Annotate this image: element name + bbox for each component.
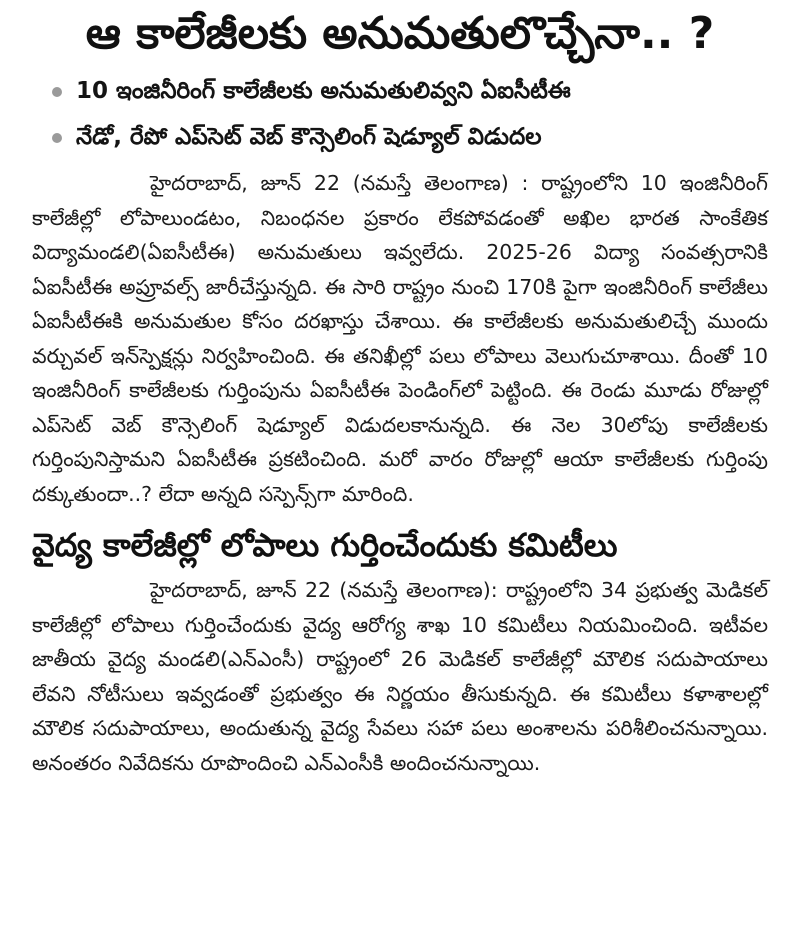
article-body: హైదరాబాద్, జూన్ 22 (నమస్తే తెలంగాణ): రాష్ట్రంలోని 34 ప్రభుత్వ మెడికల్ కాలేజీల్లో లోపాలు గుర్తించేందుకు వైద్య ఆరోగ్య శాఖ 10 కమిటీలు నియమించింది. ఇటీవల జాతీయ వైద్య మండలి(ఎన్ఎంసీ) రాష్ట్రంలో 26 మెడికల్ కాలేజీల్లో మౌలిక సదుపాయాలు లేవని నోటీసులు ఇవ్వడంతో ప్రభుత్వం ఈ నిర్ణయం తీసుకున్నది. ఈ కమిటీలు కళాశాలల్లో మౌలిక సదుపాయాలు, అందుతున్న వైద్య సేవలు సహా పలు అంశాలను పరిశీలించనున్నాయి. అనంతరం నివేదికను రూపొందించి ఎన్ఎంసీకి అందించనున్నాయి.	[32, 578, 768, 775]
bullet-item	[50, 114, 768, 160]
article-engineering-colleges	[32, 166, 768, 511]
headline: ఆ కాలేజీలకు అనుమతులొచ్చేనా.. ?	[85, 8, 715, 59]
bullet-text: 10 ఇంజినీరింగ్ కాలేజీలకు అనుమతులివ్వని ఏఐసీటీఈ	[76, 78, 571, 104]
article-medical-colleges	[32, 573, 768, 780]
bullet-dot-icon	[52, 87, 62, 97]
subheadline: వైద్య కాలేజీల్లో లోపాలు గుర్తించేందుకు కమిటీలు	[32, 526, 618, 564]
bullet-text: నేడో, రేపో ఎప్‌సెట్ వెబ్ కౌన్సెలింగ్ షెడ్యూల్ విడుదల	[76, 124, 542, 150]
bullet-dot-icon	[52, 133, 62, 143]
article-body: హైదరాబాద్, జూన్ 22 (నమస్తే తెలంగాణ) : రాష్ట్రంలోని 10 ఇంజినీరింగ్ కాలేజీల్లో లోపాలుండటం, నిబంధనల ప్రకారం లేకపోవడంతో అఖిల భారత సాంకేతిక విద్యామండలి(ఏఐసీటీఈ) అనుమతులు ఇవ్వలేదు. 2025-26 విద్యా సంవత్సరానికి ఏఐసీటీఈ అప్రూవల్స్ జారీచేస్తున్నది. ఈ సారి రాష్ట్రం నుంచి 170కి పైగా ఇంజినీరింగ్ కాలేజీలు ఏఐసీటీఈకి అనుమతుల కోసం దరఖాస్తు చేశాయి. ఈ కాలేజీలకు అనుమతులిచ్చే ముందు వర్చువల్ ఇన్‌స్పెక్షన్లు నిర్వహించింది. ఈ తనిఖీల్లో పలు లోపాలు వెలుగుచూశాయి. దీంతో 10 ఇంజినీరింగ్ కాలేజీలకు గుర్తింపును ఏఐసీటీఈ పెండింగ్‌లో పెట్టింది. ఈ రెండు మూడు రోజుల్లో ఎప్‌సెట్ వెబ్ కౌన్సెలింగ్ షెడ్యూల్ విడుదలకానున్నది. ఈ నెల 30లోపు కాలేజీలకు గుర్తింపునిస్తామని ఏఐసీటీఈ ప్రకటించింది. మరో వారం రోజుల్లో ఆయా కాలేజీలకు గుర్తింపు దక్కుతుందా..? లేదా అన్నది సస్పెన్స్‌గా మారింది.	[32, 171, 768, 506]
bullet-list	[32, 68, 768, 160]
bullet-item	[50, 68, 768, 114]
